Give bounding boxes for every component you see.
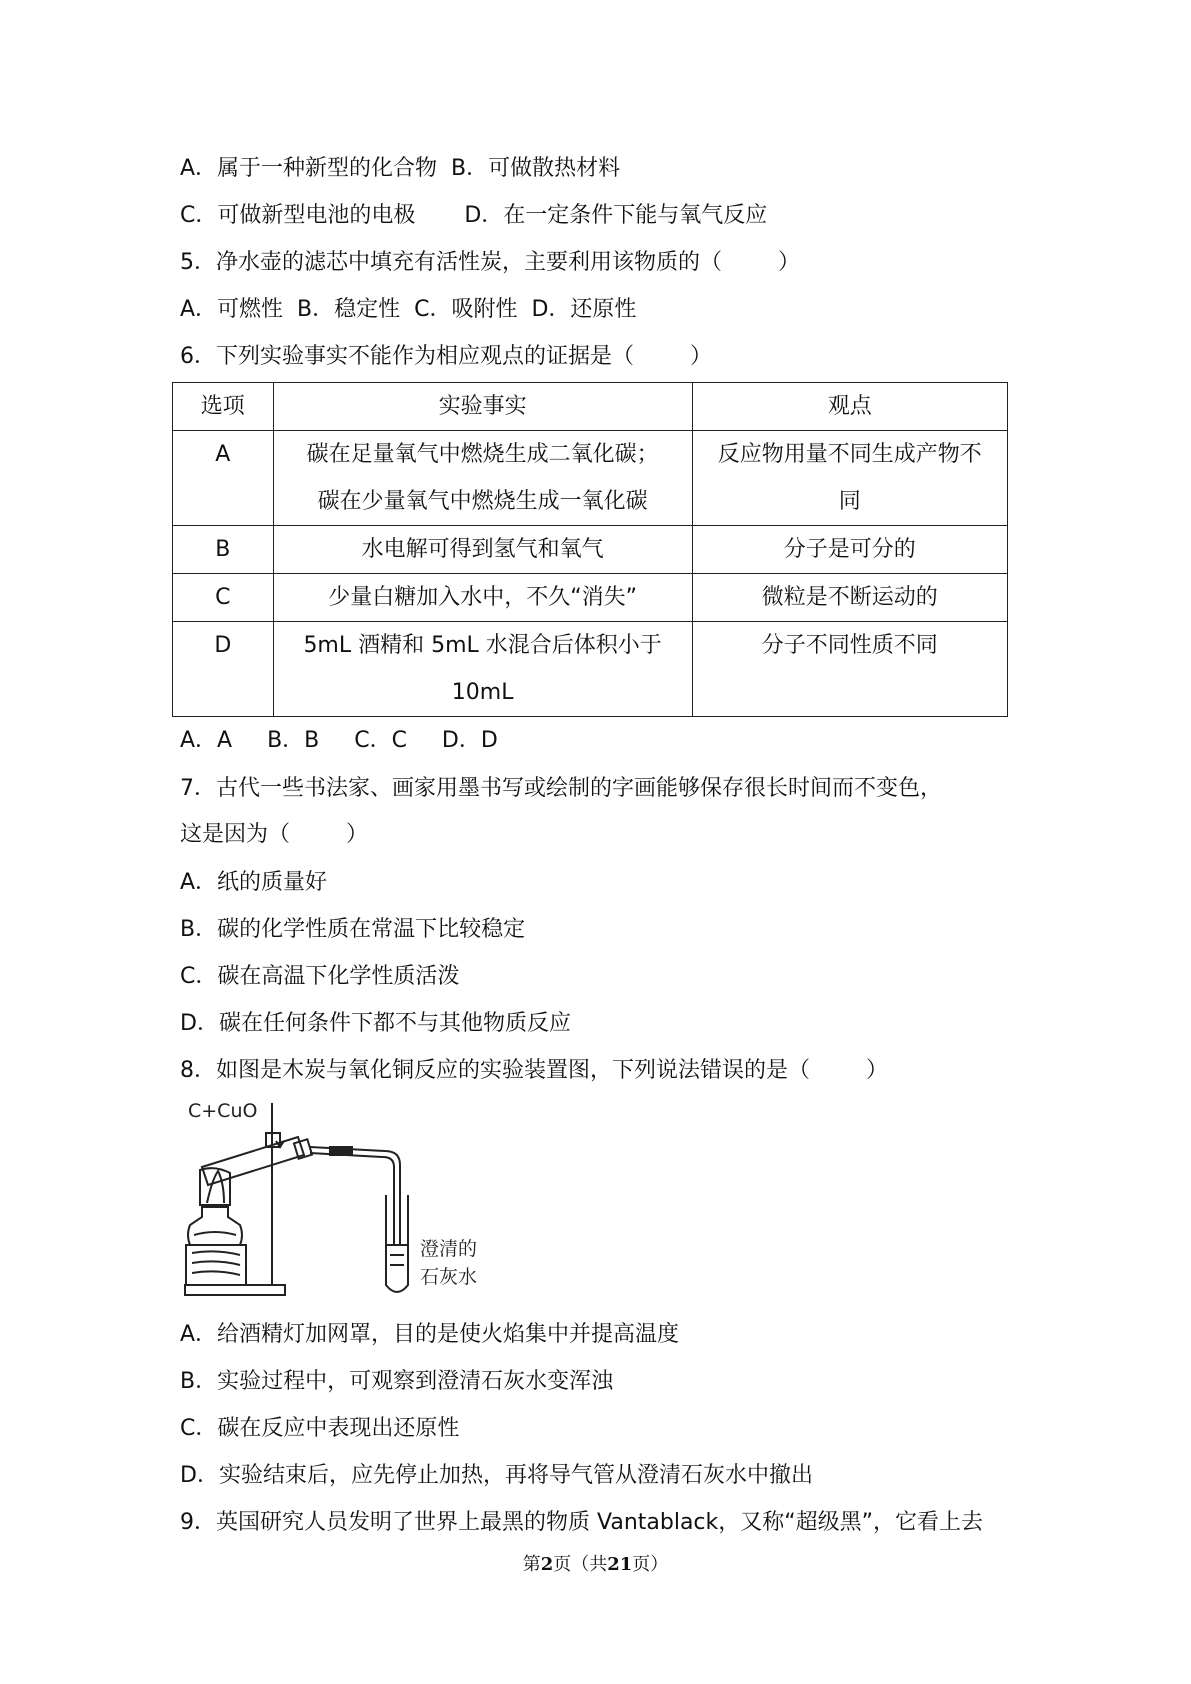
alcohol-lamp <box>188 1207 242 1245</box>
footer-mid: 页（共 <box>553 1554 608 1575</box>
row-fact-line: 5mL 酒精和 5mL 水混合后体积小于 <box>303 633 662 658</box>
footer-suffix: 页） <box>632 1554 669 1575</box>
q6-table <box>172 382 1008 717</box>
apparatus-figure <box>180 1095 520 1305</box>
q7-stem-2: 这是因为（ ） <box>180 822 368 847</box>
row-view <box>692 431 1007 526</box>
row-view-line: 同 <box>838 489 861 514</box>
row-option: C <box>173 574 274 622</box>
rubber-joint <box>330 1147 352 1155</box>
row-option: B <box>173 526 274 574</box>
header-option: 选项 <box>173 383 274 431</box>
lamp-liquid <box>194 1232 236 1235</box>
row-fact-line: 碳在足量氧气中燃烧生成二氧化碳； <box>306 442 659 467</box>
row-view: 分子不同性质不同 <box>692 622 1007 717</box>
row-view-line: 反应物用量不同生成产物不 <box>717 442 982 467</box>
page-footer <box>0 1550 1191 1576</box>
q8-stem: 8．如图是木炭与氧化铜反应的实验装置图，下列说法错误的是（ ） <box>180 1058 888 1083</box>
row-option: A <box>173 431 274 526</box>
q7-option-b: B．碳的化学性质在常温下比较稳定 <box>180 917 526 942</box>
q7-option-a: A．纸的质量好 <box>180 870 328 895</box>
q4-options-cd: C．可做新型电池的电极 D．在一定条件下能与氧气反应 <box>180 203 768 228</box>
table-row <box>173 526 1008 574</box>
row-option: D <box>173 622 274 717</box>
q8-option-d: D．实验结束后，应先停止加热，再将导气管从澄清石灰水中撤出 <box>180 1463 813 1488</box>
header-fact: 实验事实 <box>273 383 692 431</box>
label-limewater-1: 澄清的 <box>420 1238 478 1260</box>
q6-options: A．A B．B C．C D．D <box>180 728 498 753</box>
q8-option-b: B．实验过程中，可观察到澄清石灰水变浑浊 <box>180 1369 614 1394</box>
row-fact-line: 碳在少量氧气中燃烧生成一氧化碳 <box>317 489 648 514</box>
wood-grain <box>192 1251 240 1275</box>
arrow-icon <box>276 1133 284 1147</box>
q4-options-ab: A．属于一种新型的化合物 B．可做散热材料 <box>180 156 621 181</box>
table-header-row <box>173 383 1008 431</box>
row-fact <box>273 431 692 526</box>
q6-stem: 6．下列实验事实不能作为相应观点的证据是（ ） <box>180 344 712 369</box>
q9-stem: 9．英国研究人员发明了世界上最黑的物质 Vantablack，又称“超级黑”，它看上去 <box>180 1510 984 1535</box>
q5-stem: 5．净水壶的滤芯中填充有活性炭，主要利用该物质的（ ） <box>180 250 800 275</box>
label-limewater-2: 石灰水 <box>420 1266 478 1288</box>
q8-option-a: A．给酒精灯加网罩，目的是使火焰集中并提高温度 <box>180 1322 680 1347</box>
label-reactants: C+CuO <box>188 1100 258 1122</box>
stand-base <box>185 1285 285 1295</box>
table-row <box>173 622 1008 717</box>
receiving-tube <box>386 1195 408 1292</box>
q7-stem-1: 7．古代一些书法家、画家用墨书写或绘制的字画能够保存很长时间而不变色， <box>180 776 942 801</box>
row-fact: 水电解可得到氢气和氧气 <box>273 526 692 574</box>
row-fact-line: 10mL <box>451 680 514 705</box>
row-view: 分子是可分的 <box>692 526 1007 574</box>
flame-icon <box>207 1171 224 1203</box>
q7-option-d: D．碳在任何条件下都不与其他物质反应 <box>180 1011 571 1036</box>
footer-total-pages: 21 <box>607 1554 633 1575</box>
delivery-tube-inner <box>310 1153 394 1245</box>
footer-prefix: 第 <box>522 1554 541 1575</box>
test-tube <box>202 1137 304 1185</box>
header-view: 观点 <box>692 383 1007 431</box>
row-fact: 少量白糖加入水中，不久“消失” <box>273 574 692 622</box>
row-view: 微粒是不断运动的 <box>692 574 1007 622</box>
q5-options: A．可燃性 B．稳定性 C．吸附性 D．还原性 <box>180 297 637 322</box>
footer-page-number: 2 <box>540 1554 554 1575</box>
q8-option-c: C．碳在反应中表现出还原性 <box>180 1416 460 1441</box>
q7-option-c: C．碳在高温下化学性质活泼 <box>180 964 460 989</box>
row-fact <box>273 622 692 717</box>
table-row <box>173 574 1008 622</box>
table-row <box>173 431 1008 526</box>
